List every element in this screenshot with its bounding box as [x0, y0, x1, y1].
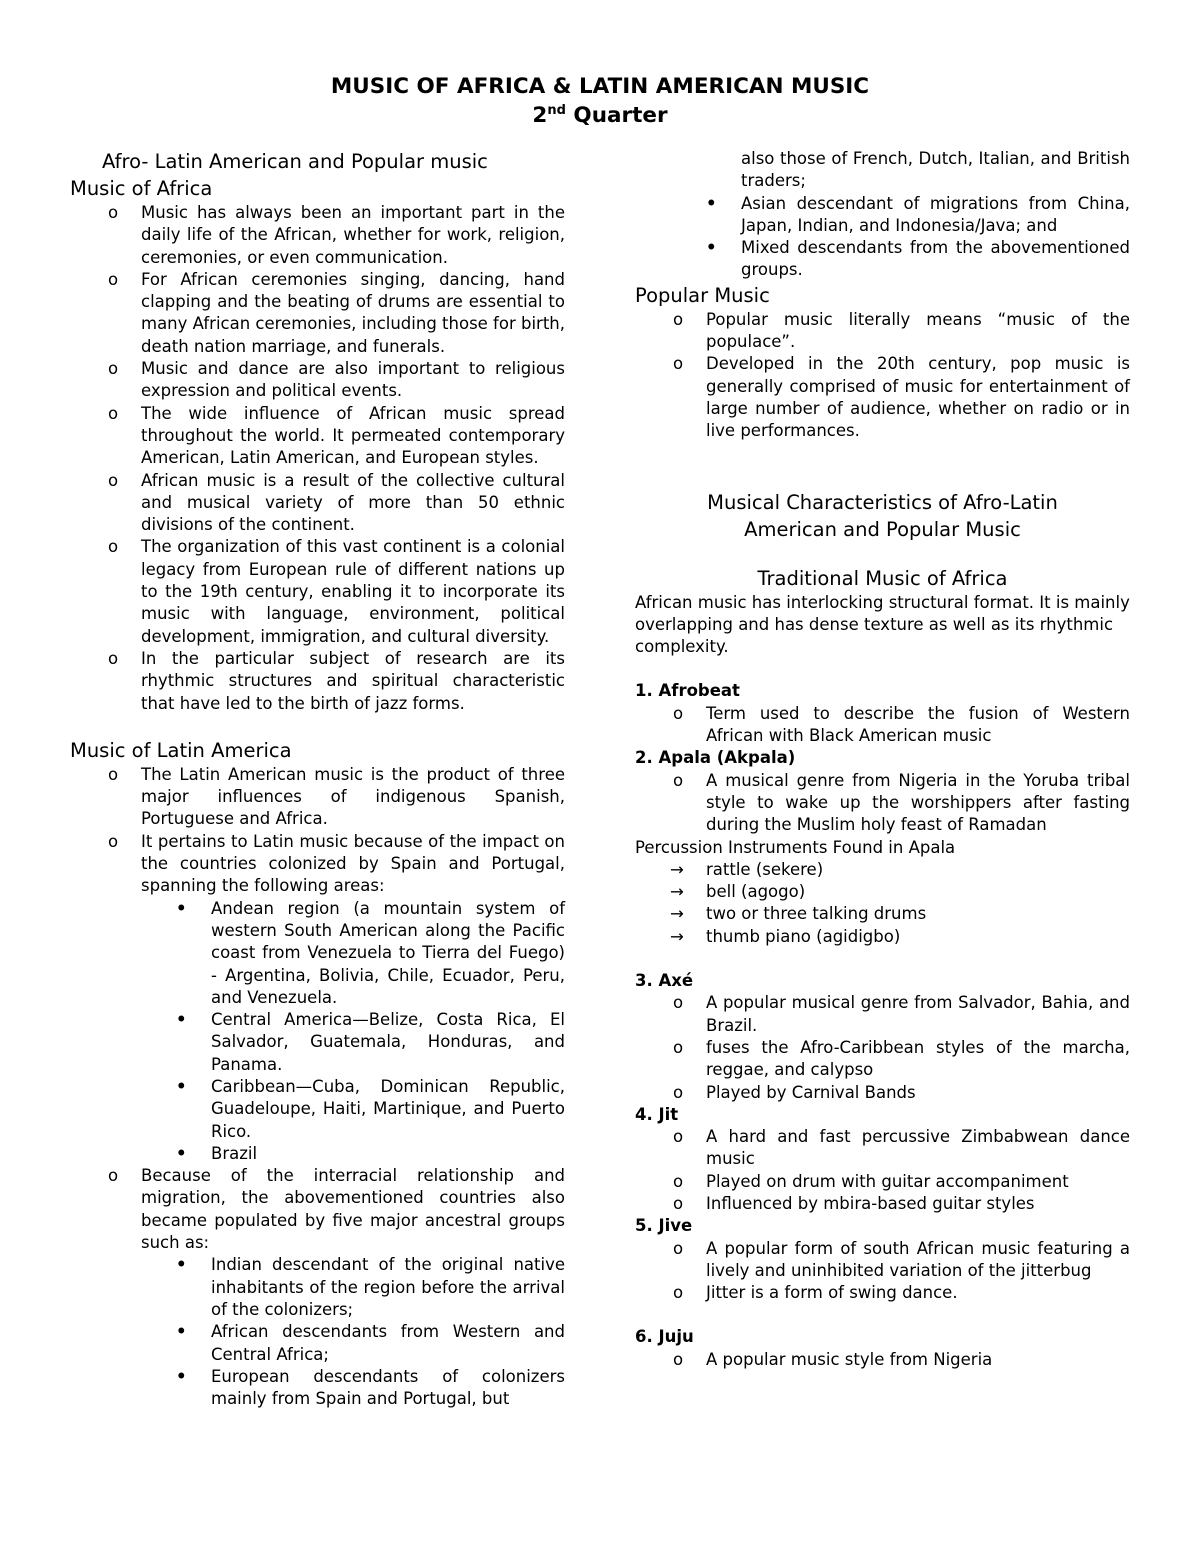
title-line-2 — [0, 101, 1200, 130]
right-column — [635, 148, 1130, 1371]
ancestral-groups-list — [70, 1254, 565, 1410]
list-item: o Played on drum with guitar accompaniment — [635, 1171, 1130, 1193]
list-item: • European descendants of colonizers mainly from Spain and Portugal, but — [70, 1366, 565, 1411]
list-item: o Because of the interracial relationship and migration, the abovementioned countries also became populated by five major ancestral groups such as: — [70, 1165, 565, 1254]
list-item: → rattle (sekere) — [635, 859, 1130, 881]
characteristics-heading-line-1: Musical Characteristics of Afro-Latin — [707, 490, 1058, 514]
list-item: o It pertains to Latin music because of the impact on the countries colonized by Spain and Portugal, spanning the following areas: — [70, 831, 565, 898]
jive-list — [635, 1238, 1130, 1305]
left-column — [70, 148, 565, 1410]
list-item: • Mixed descendants from the abovementioned groups. — [600, 237, 1130, 282]
percussion-heading: Percussion Instruments Found in Apala — [635, 837, 956, 857]
popular-heading: Popular Music — [635, 283, 770, 307]
list-item: • Caribbean—Cuba, Dominican Republic, Guadeloupe, Haiti, Martinique, and Puerto Rico. — [70, 1076, 565, 1143]
genre-term-axe: 3. Axé — [635, 971, 694, 991]
list-item: o African music is a result of the collective cultural and musical variety of more than 50 ethnic divisions of the continent. — [70, 470, 565, 537]
latin-heading: Music of Latin America — [70, 738, 292, 762]
list-item: • African descendants from Western and Central Africa; — [70, 1321, 565, 1366]
list-item: • Indian descendant of the original native inhabitants of the region before the arrival of the colonizers; — [70, 1254, 565, 1321]
spacer — [70, 715, 565, 737]
list-item: o In the particular subject of research are its rhythmic structures and spiritual characteristic that have led to the birth of jazz forms. — [70, 648, 565, 715]
list-item: o Music has always been an important part in the daily life of the African, whether for work, religion, ceremonies, or even communication. — [70, 202, 565, 269]
jit-list — [635, 1126, 1130, 1215]
spacer — [635, 658, 1130, 680]
characteristics-heading — [635, 489, 1130, 543]
list-item: o The Latin American music is the product of three major influences of indigenous Spanish, Portuguese and Africa. — [70, 764, 565, 831]
traditional-text: African music has interlocking structural format. It is mainly overlapping and has dense texture as well as its rhythmic complexity. — [635, 592, 1130, 657]
list-item: o Jitter is a form of swing dance. — [635, 1282, 1130, 1304]
main-heading: Afro- Latin American and Popular music — [102, 150, 488, 173]
list-item: • Brazil — [70, 1143, 565, 1165]
list-item: o Term used to describe the fusion of Western African with Black American music — [635, 703, 1130, 748]
list-item: o A popular form of south African music featuring a lively and uninhibited variation of the jitterbug — [635, 1238, 1130, 1283]
list-item: → bell (agogo) — [635, 881, 1130, 903]
list-item: o Developed in the 20th century, pop music is generally comprised of music for entertainment of large number of audience, whether on radio or in live performances. — [635, 353, 1130, 442]
axe-list — [635, 992, 1130, 1103]
list-item: o Music and dance are also important to religious expression and political events. — [70, 358, 565, 403]
spacer — [635, 543, 1130, 565]
list-item: • Asian descendant of migrations from China, Japan, Indian, and Indonesia/Java; and — [600, 193, 1130, 238]
page-title — [0, 72, 1200, 130]
percussion-list — [635, 859, 1130, 948]
traditional-heading: Traditional Music of Africa — [757, 566, 1008, 590]
latin-list — [70, 764, 565, 898]
list-item: o A popular musical genre from Salvador, Bahia, and Brazil. — [635, 992, 1130, 1037]
ancestral-groups-cont — [600, 148, 1130, 282]
juju-list — [635, 1349, 1130, 1371]
list-item: o Popular music literally means “music of the populace”. — [635, 309, 1130, 354]
africa-list — [70, 202, 565, 715]
list-item: o The wide influence of African music spread throughout the world. It permeated contemporary American, Latin American, and European styles. — [70, 403, 565, 470]
list-item: o A musical genre from Nigeria in the Yoruba tribal style to wake up the worshippers after fasting during the Muslim holy feast of Ramadan — [635, 770, 1130, 837]
list-item: o fuses the Afro-Caribbean styles of the marcha, reggae, and calypso — [635, 1037, 1130, 1082]
title-line-1: MUSIC OF AFRICA & LATIN AMERICAN MUSIC — [330, 74, 870, 99]
list-item: → two or three talking drums — [635, 903, 1130, 925]
spacer — [635, 1304, 1130, 1326]
genre-term-jit: 4. Jit — [635, 1104, 679, 1124]
characteristics-heading-line-2: American and Popular Music — [744, 517, 1021, 541]
list-item: o A hard and fast percussive Zimbabwean dance music — [635, 1126, 1130, 1171]
popular-list — [635, 309, 1130, 443]
spacer — [635, 948, 1130, 970]
genre-term-jive: 5. Jive — [635, 1216, 693, 1236]
list-item-continued: also those of French, Dutch, Italian, and British traders; — [741, 149, 1130, 191]
latin-list-cont — [70, 1165, 565, 1254]
title-ordinal: 2 — [532, 103, 548, 128]
list-item: • Andean region (a mountain system of western South American along the Pacific coast from Venezuela to Tierra del Fuego) - Argentina, Bolivia, Chile, Ecuador, Peru, and Venezuela. — [70, 898, 565, 1009]
afrobeat-list — [635, 703, 1130, 748]
latin-areas-list — [70, 898, 565, 1166]
list-item: → thumb piano (agidigbo) — [635, 926, 1130, 948]
genre-term-afrobeat: 1. Afrobeat — [635, 681, 740, 701]
genre-term-juju: 6. Juju — [635, 1327, 694, 1347]
list-item: o A popular music style from Nigeria — [635, 1349, 1130, 1371]
list-item: o Influenced by mbira-based guitar styles — [635, 1193, 1130, 1215]
spacer — [635, 443, 1130, 489]
genre-term-apala: 2. Apala (Akpala) — [635, 748, 796, 768]
africa-heading: Music of Africa — [70, 177, 213, 200]
list-item: • Central America—Belize, Costa Rica, El Salvador, Guatemala, Honduras, and Panama. — [70, 1009, 565, 1076]
list-item: o The organization of this vast continent is a colonial legacy from European rule of different nations up to the 19th century, enabling it to incorporate its music with language, environment, political development, immigration, and cultural diversity. — [70, 536, 565, 647]
title-ordinal-suffix: nd — [547, 102, 566, 118]
apala-list — [635, 770, 1130, 837]
title-quarter: Quarter — [565, 103, 668, 128]
list-item: o Played by Carnival Bands — [635, 1082, 1130, 1104]
list-item: o For African ceremonies singing, dancing, hand clapping and the beating of drums are essential to many African ceremonies, including those for birth, death nation marriage, and funerals. — [70, 269, 565, 358]
